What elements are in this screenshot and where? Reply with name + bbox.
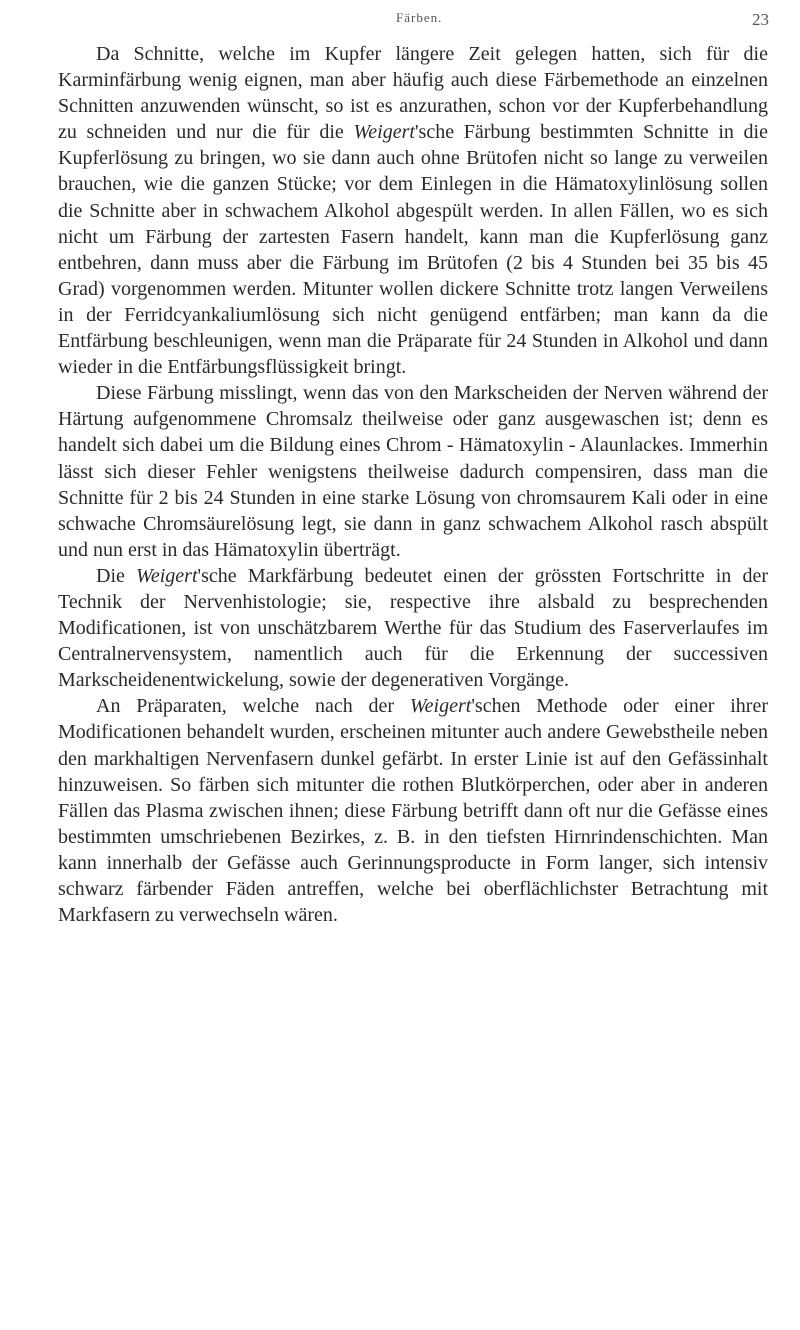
running-head: [0, 10, 800, 30]
paragraph: Die Weigert'sche Markfärbung bedeutet einen der grössten Fortschritte in der Technik der Nervenhistologie; sie, respective ihre alsbald zu besprechenden Modificationen, ist von unschätzbarem Werthe für das Studium des Faserverlaufes im Centralnervensystem, namentlich auch für die Erkennung der successiven Markscheidenentwickelung, sowie der degenerativen Vorgänge.: [58, 564, 768, 692]
paragraph: Diese Färbung misslingt, wenn das von den Markscheiden der Nerven während der Härtung aufgenommene Chromsalz theilweise oder ganz ausgewaschen ist; denn es handelt sich dabei um die Bildung eines Chrom - Hämatoxylin - Alaunlackes. Immerhin lässt sich dieser Fehler wenigstens theilweise dadurch compensiren, dass man die Schnitte für 2 bis 24 Stunden in eine starke Lösung von chromsaurem Kali oder in eine schwache Chromsäurelösung legt, sie dann in ganz schwachem Alkohol rasch abspült und nun erst in das Hämatoxylin überträgt.: [58, 382, 768, 561]
body-text: [58, 41, 768, 928]
paragraph: An Präparaten, welche nach der Weigert'schen Methode oder einer ihrer Modificationen behandelt wurden, erscheinen mitunter auch andere Gewebstheile neben den markhaltigen Nervenfasern dunkel gefärbt. In erster Linie ist auf den Gefässinhalt hinzuweisen. So färben sich mitunter die rothen Blutkörperchen, oder aber in anderen Fällen das Plasma zwischen ihnen; diese Färbung betrifft dann oft nur die Gefässe eines bestimmten umschriebenen Bezirkes, z. B. in den tiefsten Hirnrindenschichten. Man kann innerhalb der Gefässe auch Gerinnungsproducte in Form langer, sich intensiv schwarz färbender Fäden antreffen, welche bei oberflächlichster Betrachtung mit Markfasern zu verwechseln wären.: [58, 695, 768, 927]
running-title: Färben.: [396, 10, 443, 25]
page-number: 23: [752, 10, 769, 29]
paragraph: Da Schnitte, welche im Kupfer längere Zeit gelegen hatten, sich für die Karminfärbung wenig eignen, man aber häufig auch diese Färbemethode an einzelnen Schnitten anzuwenden wünscht, so ist es anzurathen, schon vor der Kupferbehandlung zu schneiden und nur die für die Weigert'sche Färbung bestimmten Schnitte in die Kupferlösung zu bringen, wo sie dann auch ohne Brütofen nicht so lange zu verweilen brauchen, wie die ganzen Stücke; vor dem Einlegen in die Hämatoxylinlösung sollen die Schnitte aber in schwachem Alkohol abgespült werden. In allen Fällen, wo es sich nicht um Färbung der zartesten Fasern handelt, kann man die Kupferlösung ganz entbehren, dann muss aber die Färbung im Brütofen (2 bis 4 Stunden bei 35 bis 45 Grad) vorgenommen werden. Mitunter wollen dickere Schnitte trotz langen Verweilens in der Ferridcyankaliumlösung sich nicht genügend entfärben; man kann da die Entfärbung beschleunigen, wenn man die Präparate für 24 Stunden in Alkohol und dann wieder in die Entfärbungsflüssigkeit bringt.: [58, 43, 768, 379]
